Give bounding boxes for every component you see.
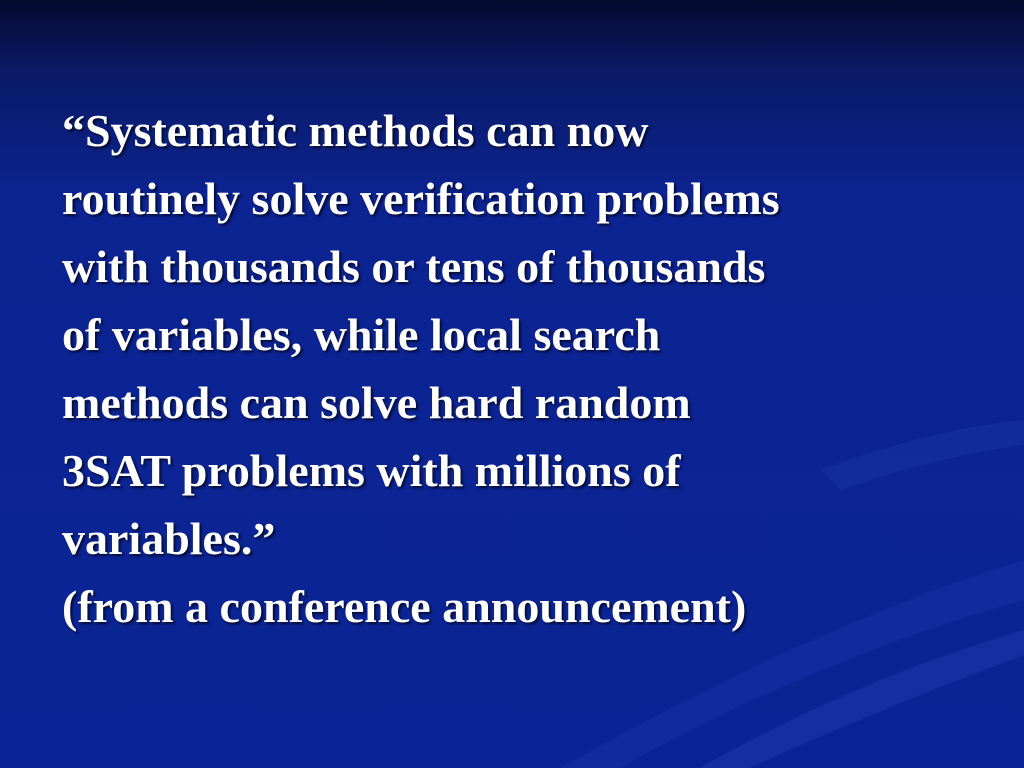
quote-line-4: of variables, while local search bbox=[62, 309, 661, 360]
quote-line-2: routinely solve verification problems bbox=[62, 173, 780, 224]
attribution-text: (from a conference announcement) bbox=[62, 581, 747, 632]
quote-line-3: with thousands or tens of thousands bbox=[62, 241, 766, 292]
quote-line-6: 3SAT problems with millions of bbox=[62, 445, 681, 496]
quote-line-7: variables.” bbox=[62, 513, 276, 564]
quote-line-1: “Systematic methods can now bbox=[62, 105, 649, 156]
quote-text-block bbox=[62, 97, 982, 641]
quote-line-5: methods can solve hard random bbox=[62, 377, 691, 428]
